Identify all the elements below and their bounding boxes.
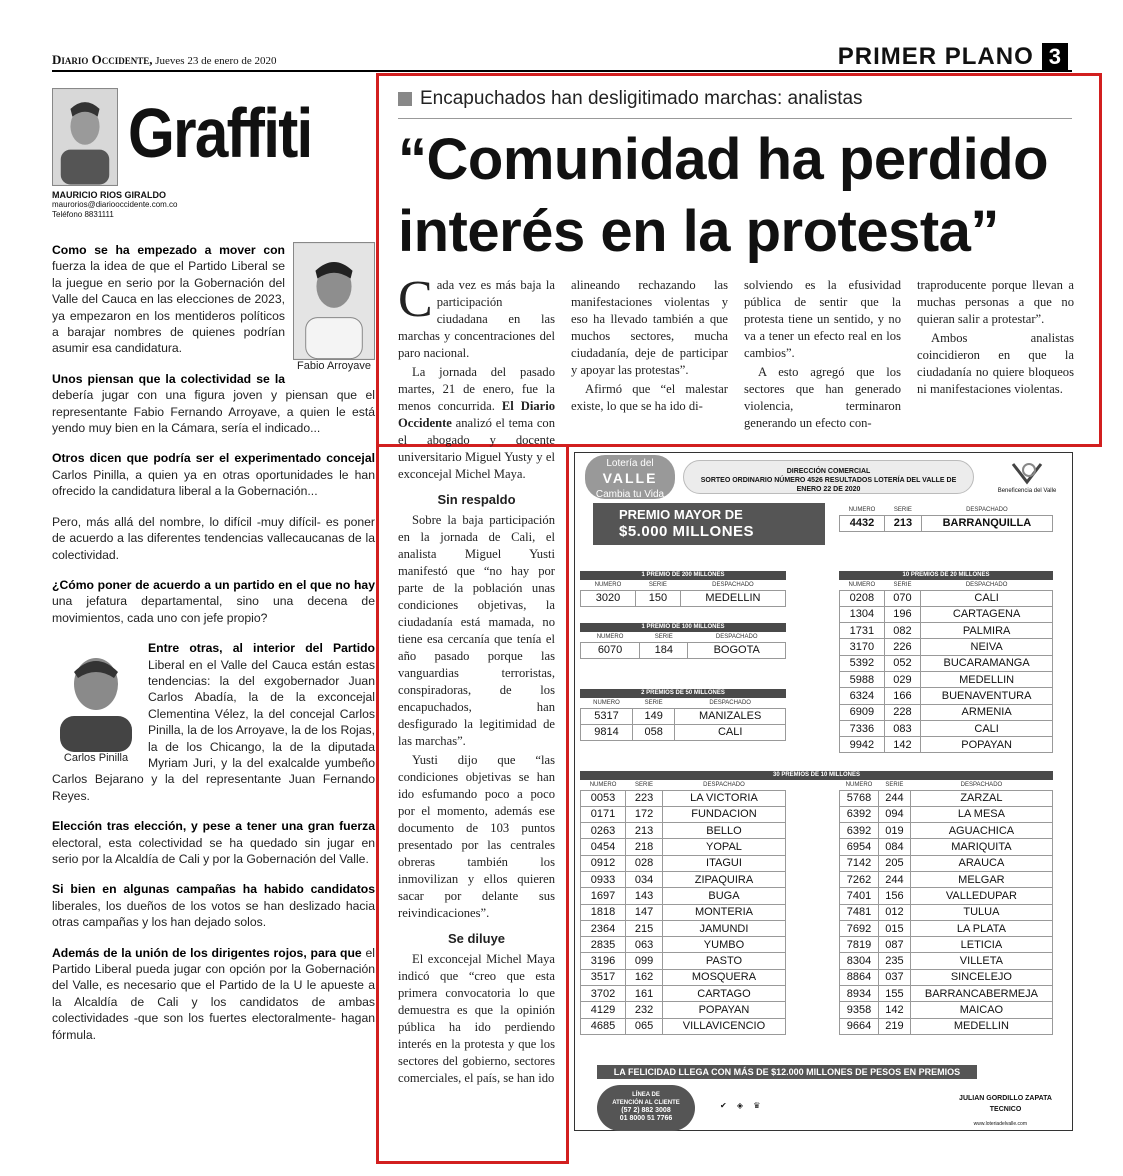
prize-row: 7481 012 TULUA <box>840 904 1053 920</box>
pinilla-caption: Carlos Pinilla <box>63 752 129 765</box>
header-rule <box>52 70 1072 72</box>
prize-row: 6324 166 BUENAVENTURA <box>840 688 1053 704</box>
prize-row: 6954 084 MARIQUITA <box>840 839 1053 855</box>
prize-slogan: LA FELICIDAD LLEGA CON MÁS DE $12.000 MILLONES DE PESOS EN PREMIOS <box>597 1065 977 1079</box>
prize-row: 4685 065 VILLAVICENCIO <box>581 1018 786 1034</box>
graffiti-p7: Elección tras elección, y pese a tener una gran fuerza electoral, esta colectividad se ha quedado sin jugar en serio por la Alcaldía de Cali y por la Gobernación del Valle. <box>52 819 375 866</box>
prize-row: 7819 087 LETICIA <box>840 937 1053 953</box>
newspaper-name: Diario Occidente, <box>52 52 153 67</box>
prize-row: 5392 052 BUCARAMANGA <box>840 655 1053 671</box>
prize-row: 0933 034 ZIPAQUIRA <box>581 871 786 887</box>
article-col-4 <box>917 277 1074 400</box>
fabio-caption: Fabio Arroyave <box>297 360 371 372</box>
prize-100-table: 1 PREMIO DE 100 MILLONES NUMERO SERIE DESPACHADO 6070 184 BOGOTA <box>580 623 786 659</box>
prize-row: 9358 142 MAICAO <box>840 1002 1053 1018</box>
prize-row: 4129 232 POPAYAN <box>581 1002 786 1018</box>
article-p4: Yusti dijo que “las condiciones objetivas se han ido esfumando poco a poco por el momento, además ese documento de 103 puntos presentado por las centrales obreras también los inmovilizan y ellos quieren sacar por delante sus reivindicaciones”. <box>398 753 555 920</box>
graffiti-p6: Entre otras, al interior del Partido Liberal en el Valle del Cauca están estas tendencias: la del exgobernador Juan Carlos Abadía, la de la exconcejal Clementina Vélez, la del concejal Carlos Pinilla, la de los Arroyave, la de los Rojas, la de los Chicango, la de la diputada Myriam Juri, y la del exalcalde yumbeño Carlos Bejarano y la del representante Juan Fernando Reyes. <box>52 641 375 803</box>
prize-row: 0171 172 FUNDACION <box>581 806 786 822</box>
prize-row: 3196 099 PASTO <box>581 953 786 969</box>
prize-row: 9942 142 POPAYAN <box>840 737 1053 753</box>
lottery-logo: Lotería del VALLE Cambia tu Vida <box>585 455 675 499</box>
prize-row: 0053 223 LA VICTORIA <box>581 790 786 806</box>
article-c3-p1: solviendo es la efusividad pública de sentir que la protesta tiene un sentido, y no va a tener un efecto real en los cambios”. <box>744 278 901 360</box>
article-p3: Sobre la baja participación en la jornada de Cali, el analista Miguel Yusti manifestó que “no hay por parte de la población unas condiciones objetivas, la ciudadanía está mamada, no tiene esa cercanía que tenía el año pasado porque las vanguardias terroristas, conspiradoras, de los encapuchados, han desfigurado la legitimidad de las marchas”. <box>398 513 555 748</box>
article-c2-p2: Afirmó que “el malestar existe, lo que se ha ido di- <box>571 382 728 413</box>
issue-date: Jueves 23 de enero de 2020 <box>155 55 277 67</box>
prize-row: 9814 058 CALI <box>581 724 786 740</box>
prize-row: 6392 094 LA MESA <box>840 806 1053 822</box>
article-kicker <box>398 88 863 110</box>
customer-service-badge: LÍNEA DE ATENCIÓN AL CLIENTE (57 2) 882 3008 01 8000 51 7766 <box>597 1085 695 1131</box>
article-p2: La jornada del pasado martes, 21 de enero, fue la menos concurrida. El Diario Occidente analizó el tema con el abogado y docente universitario Miguel Yusty y el exconcejal Michel Maya. <box>398 365 556 481</box>
signature-block: JULIAN GORDILLO ZAPATA TECNICO <box>959 1095 1052 1113</box>
lottery-url: www.loteriadelvalle.com <box>973 1121 1027 1127</box>
prize-row: 6392 019 AGUACHICA <box>840 823 1053 839</box>
beneficencia-logo: Beneficencia del Valle <box>982 460 1072 494</box>
columnist-info <box>52 190 178 220</box>
kicker-square-icon <box>398 92 412 106</box>
prize-200-table: 1 PREMIO DE 200 MILLONES NUMERO SERIE DESPACHADO 3020 150 MEDELLIN <box>580 571 786 607</box>
prize-row: 0208 070 CALI <box>840 590 1053 606</box>
prize-10-title: 30 PREMIOS DE 10 MILLONES <box>580 771 1053 780</box>
premio-mayor-table: NUMERO SERIE DESPACHADO 4432 213 BARRANQUILLA <box>839 505 1053 532</box>
prize-row: 9664 219 MEDELLIN <box>840 1018 1053 1034</box>
prize-row: 0263 213 BELLO <box>581 823 786 839</box>
article-c4-p1: traproducente porque llevan a muchas personas a que no quieran salir a protestar”. <box>917 278 1074 326</box>
columnist-phone: Teléfono 8831111 <box>52 210 114 219</box>
article-c4-p2: Ambos analistas coincidieron en que la ciudadanía no quiere bloqueos ni manifestaciones violentas. <box>917 331 1074 396</box>
pinilla-photo <box>52 640 140 752</box>
prize-row: 2835 063 YUMBO <box>581 937 786 953</box>
prize-row: 5317 149 MANIZALES <box>581 708 786 724</box>
prize-row: 7142 205 ARAUCA <box>840 855 1053 871</box>
prize-row: 5768 244 ZARZAL <box>840 790 1053 806</box>
prize-50-table: 2 PREMIOS DE 50 MILLONES NUMERO SERIE DESPACHADO 5317 149 MANIZALES 9814 058 CALI <box>580 689 786 741</box>
prize-20-table: 10 PREMIOS DE 20 MILLONES NUMERO SERIE DESPACHADO 0208 070 CALI 1304 196 CARTAGENA 1731 082 PALMIRA 3170 226 NEIVA 5392 052 BUCARAMANGA 5988 029 MEDELLIN 6324 166 BUENAVENTURA 6909 228 ARMENIA 7336 083 CALI 9942 142 POPAYAN <box>839 571 1053 753</box>
kicker-text: Encapuchados han desligitimado marchas: analistas <box>420 88 863 109</box>
prize-row: 1818 147 MONTERIA <box>581 904 786 920</box>
article-lead: Cada vez es más baja la participación ciudadana en las marchas y concentraciones del paro nacional. <box>398 271 555 360</box>
article-p5: El exconcejal Michel Maya indicó que “creo que esta primera convocatoria lo que demuestra es que la opinión pública ha ido perdiendo interés en la protesta y que los sectores del gobierno, sectores comerciales, el país, se han ido <box>398 952 555 1085</box>
sponsor-logos: ✔ ◈ ♛ <box>720 1101 765 1110</box>
prize-row: 8934 155 BARRANCABERMEJA <box>840 986 1053 1002</box>
subhead-sin-respaldo: Sin respaldo <box>437 492 516 507</box>
prize-row: 3170 226 NEIVA <box>840 639 1053 655</box>
graffiti-p3: Otros dicen que podría ser el experimentado concejal Carlos Pinilla, a quien ya en otras oportunidades le han ofrecido la candidatura liberal a la Gobernación... <box>52 451 375 499</box>
prize-row: 7262 244 MELGAR <box>840 871 1053 887</box>
prize-row: 7692 015 LA PLATA <box>840 920 1053 936</box>
prize-row: 3020 150 MEDELLIN <box>581 590 786 606</box>
prize-row: 0912 028 ITAGUI <box>581 855 786 871</box>
article-col-1 <box>398 271 556 1089</box>
article-col-2 <box>571 277 728 417</box>
lottery-results <box>574 452 1073 1131</box>
premio-mayor-banner: PREMIO MAYOR DE $5.000 MILLONES <box>593 503 825 545</box>
section-header <box>838 43 1068 71</box>
prize-10-table-left: NUMERO SERIE DESPACHADO 0053 223 LA VICTORIA 0171 172 FUNDACION 0263 213 BELLO 0454 218 YOPAL 0912 028 ITAGUI 0933 034 ZIPAQUIRA 1697 143 BUGA 1818 147 MONTERIA 2364 215 JAMUNDI 2835 063 YUMBO 3196 099 PASTO 3517 162 MOSQUERA 3702 161 CARTAGO 4129 232 POPAYAN 4685 065 VILLAVICENCIO <box>580 780 786 1035</box>
graffiti-p1: Como se ha empezado a mover con fuerza la idea de que el Partido Liberal se la juegue en serio por la Gobernación del Valle del Cauca en las elecciones de 2023, ya empezaron en los mentideros políticos a barajar nombres de quienes podrían asumir esa candidatura. <box>52 243 285 356</box>
prize-row: 8304 235 VILLETA <box>840 953 1053 969</box>
fabio-photo-box <box>293 242 375 373</box>
graffiti-p8: Si bien en algunas campañas ha habido candidatos liberales, los dueños de los votos se han deslizado hacia otras campañas y los han dejado solos. <box>52 882 375 930</box>
columnist-email: maurorios@diariooccidente.com.co <box>52 200 178 209</box>
page-number: 3 <box>1042 43 1068 71</box>
prize-row: 7401 156 VALLEDUPAR <box>840 888 1053 904</box>
article-c2-p1: alineando rechazando las manifestaciones violentas y eso ha llevado también a que muchos sectores, mucha ciudadanía, deje de participar y apoyar las protestas”. <box>571 278 728 377</box>
prize-row: 0454 218 YOPAL <box>581 839 786 855</box>
prize-row: 5988 029 MEDELLIN <box>840 671 1053 687</box>
prize-row: 3702 161 CARTAGO <box>581 986 786 1002</box>
prize-row: 6909 228 ARMENIA <box>840 704 1053 720</box>
prize-row: 3517 162 MOSQUERA <box>581 969 786 985</box>
prize-10-table-right: NUMERO SERIE DESPACHADO 5768 244 ZARZAL 6392 094 LA MESA 6392 019 AGUACHICA 6954 084 MARIQUITA 7142 205 ARAUCA 7262 244 MELGAR 7401 156 VALLEDUPAR 7481 012 TULUA 7692 015 LA PLATA 7819 087 LETICIA 8304 235 VILLETA 8864 037 SINCELEJO 8934 155 BARRANCABERMEJA 9358 142 MAICAO 9664 219 MEDELLIN <box>839 780 1053 1035</box>
masthead-line <box>52 52 277 68</box>
article-col-3 <box>744 277 901 434</box>
columnist-name: MAURICIO RIOS GIRALDO <box>52 190 166 200</box>
prize-row: 8864 037 SINCELEJO <box>840 969 1053 985</box>
dropcap: C <box>398 271 433 328</box>
article-headline: “Comunidad ha perdido interés en la protesta” <box>398 127 1049 264</box>
subhead-se-diluye: Se diluye <box>447 931 506 946</box>
graffiti-p4: Pero, más allá del nombre, lo difícil -muy difícil- es poner de acuerdo a las diferentes tendencias vallecaucanas de la colectividad. <box>52 514 375 562</box>
prize-row: 7336 083 CALI <box>840 720 1053 736</box>
prize-row: 1697 143 BUGA <box>581 888 786 904</box>
pinilla-photo-box <box>52 640 140 765</box>
graffiti-p2: Unos piensan que la colectividad se la debería jugar con una figura joven y piensan que el representante Fabio Fernando Arroyave, a quien le está yendo muy bien en la Cámara, sería el indicado... <box>52 371 375 436</box>
prize-row: 2364 215 JAMUNDI <box>581 920 786 936</box>
article-c3-p2: A esto agregó que los sectores que han generado violencia, terminaron generando un efecto con- <box>744 365 901 430</box>
columnist-photo <box>52 88 118 186</box>
graffiti-p5: ¿Cómo poner de acuerdo a un partido en el que no hay una jefatura departamental, sino una decena de movimientos, cada uno con jefe propio? <box>52 577 375 625</box>
graffiti-p9: Además de la unión de los dirigentes rojos, para que el Partido Liberal pueda jugar con opción por la Gobernación del Valle, es necesario que el Partido de la U le apueste a la Alcaldía de Cali y los candidatos de ambas colectividades -que son los fuertes electoralmente- hagan fórmula. <box>52 945 375 1042</box>
prize-row: 6070 184 BOGOTA <box>581 642 786 658</box>
kicker-rule <box>398 118 1072 119</box>
lottery-header <box>575 453 1072 501</box>
graffiti-column <box>52 242 375 1057</box>
lottery-draw-info: DIRECCIÓN COMERCIAL SORTEO ORDINARIO NÚMERO 4526 RESULTADOS LOTERÍA DEL VALLE DE ENERO 22 DE 2020 <box>683 460 974 494</box>
prize-row: 1304 196 CARTAGENA <box>840 606 1053 622</box>
prize-row: 1731 082 PALMIRA <box>840 623 1053 639</box>
section-name: PRIMER PLANO <box>837 43 1034 70</box>
column-title: Graffiti <box>128 94 312 172</box>
fabio-photo <box>293 242 375 360</box>
